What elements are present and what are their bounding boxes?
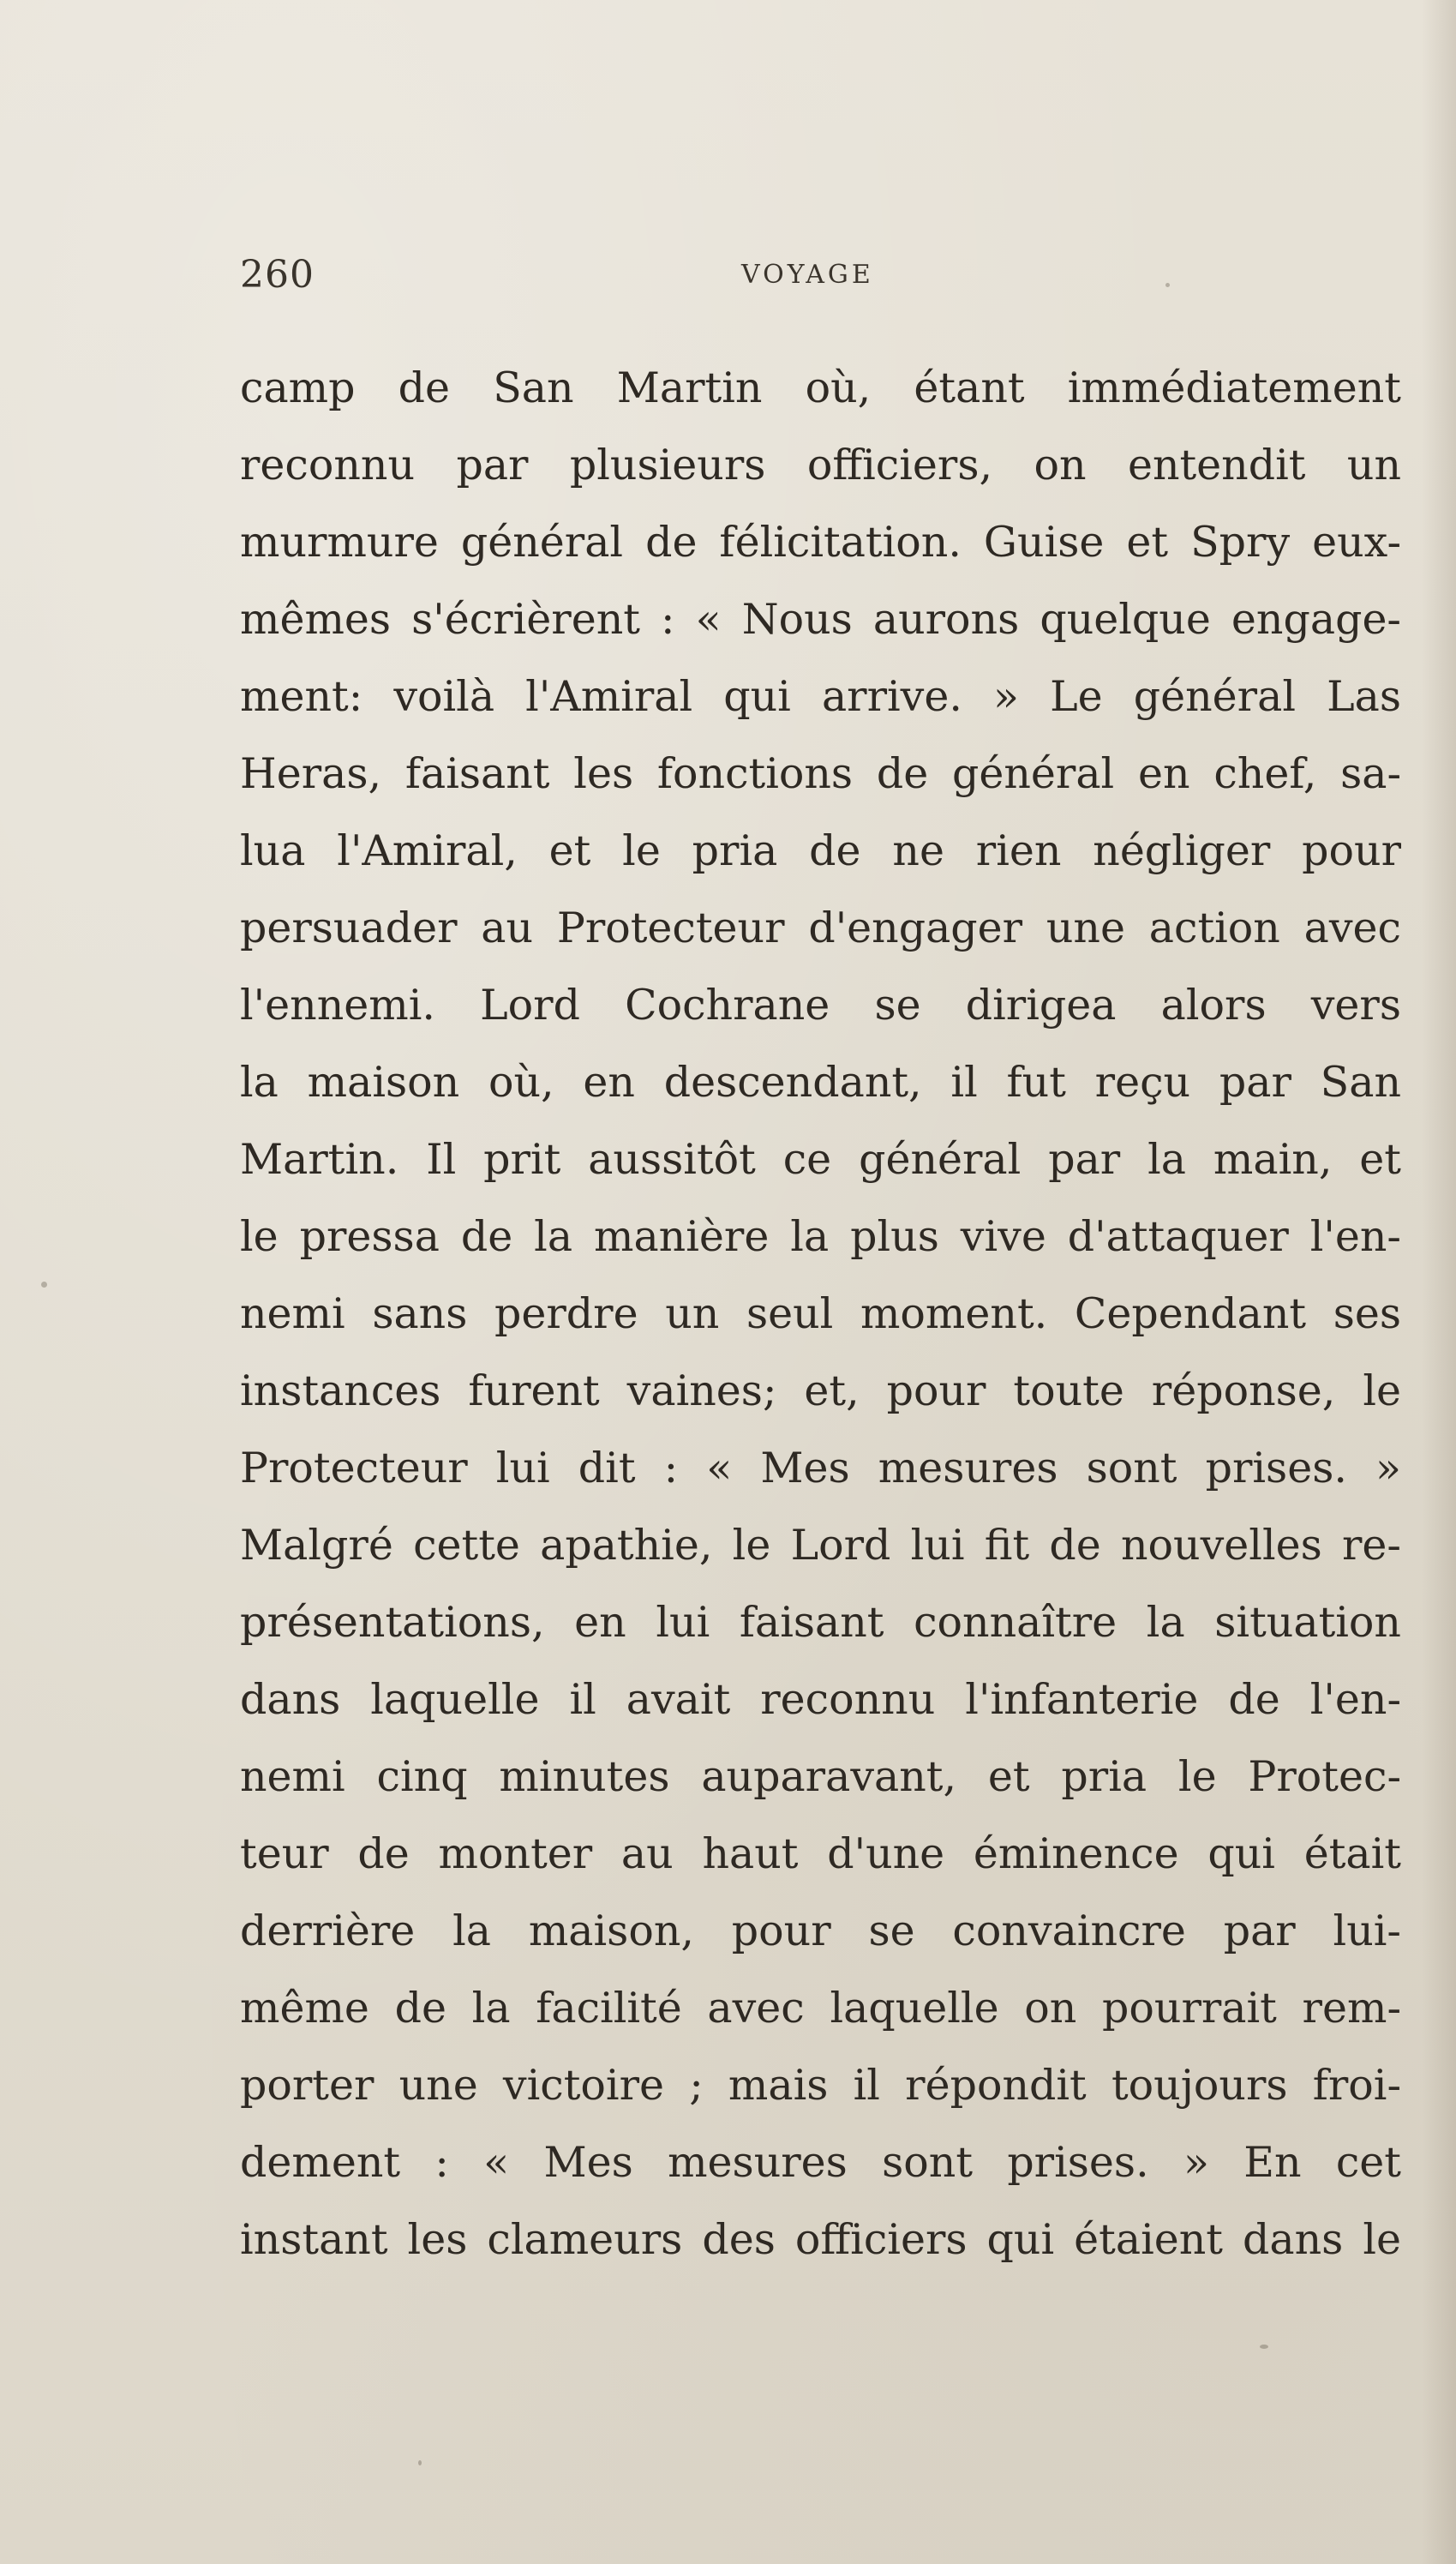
running-head	[240, 253, 1405, 304]
text-line: présentations, en lui faisant connaître la situation	[240, 1598, 1401, 1647]
text-line: même de la facilité avec laquelle on pourrait rem-	[240, 1984, 1401, 2033]
running-head-title: VOYAGE	[741, 260, 874, 290]
text-line: reconnu par plusieurs officiers, on entendit un	[240, 441, 1401, 489]
body-text	[240, 350, 1401, 2279]
text-line: camp de San Martin où, étant immédiatement	[240, 363, 1401, 412]
text-line: Protecteur lui dit : « Mes mesures sont prises. »	[240, 1444, 1401, 1492]
text-line: nemi cinq minutes auparavant, et pria le Protec-	[240, 1752, 1401, 1801]
page-number: 260	[240, 253, 315, 297]
text-line: instant les clameurs des officiers qui étaient dans le	[240, 2215, 1401, 2264]
text-line: persuader au Protecteur d'engager une action avec	[240, 904, 1401, 952]
paper-speck	[1260, 2345, 1268, 2349]
text-line: mêmes s'écrièrent : « Nous aurons quelque engage-	[240, 595, 1401, 644]
text-line: Malgré cette apathie, le Lord lui fit de nouvelles re-	[240, 1521, 1401, 1570]
page-spine-shadow	[1422, 0, 1456, 2564]
text-line: instances furent vaines; et, pour toute réponse, le	[240, 1366, 1401, 1415]
text-line: dans laquelle il avait reconnu l'infanterie de l'en-	[240, 1675, 1401, 1724]
text-line: le pressa de la manière la plus vive d'attaquer l'en-	[240, 1212, 1401, 1261]
text-line: murmure général de félicitation. Guise et Spry eux-	[240, 518, 1401, 567]
text-line: Martin. Il prit aussitôt ce général par la main, et	[240, 1135, 1401, 1184]
text-line: lua l'Amiral, et le pria de ne rien négliger pour	[240, 826, 1401, 875]
text-line: nemi sans perdre un seul moment. Cependant ses	[240, 1289, 1401, 1338]
text-line: porter une victoire ; mais il répondit toujours froi-	[240, 2061, 1401, 2110]
text-line: ment: voilà l'Amiral qui arrive. » Le général Las	[240, 672, 1401, 721]
text-line: l'ennemi. Lord Cochrane se dirigea alors vers	[240, 981, 1401, 1030]
paper-speck	[41, 1282, 47, 1288]
text-line: dement : « Mes mesures sont prises. » En cet	[240, 2138, 1401, 2187]
paper-speck	[418, 2460, 422, 2465]
text-line: teur de monter au haut d'une éminence qui était	[240, 1829, 1401, 1878]
text-line: Heras, faisant les fonctions de général en chef, sa-	[240, 749, 1401, 798]
text-line: derrière la maison, pour se convaincre par lui-	[240, 1906, 1401, 1955]
text-line: la maison où, en descendant, il fut reçu par San	[240, 1058, 1401, 1107]
